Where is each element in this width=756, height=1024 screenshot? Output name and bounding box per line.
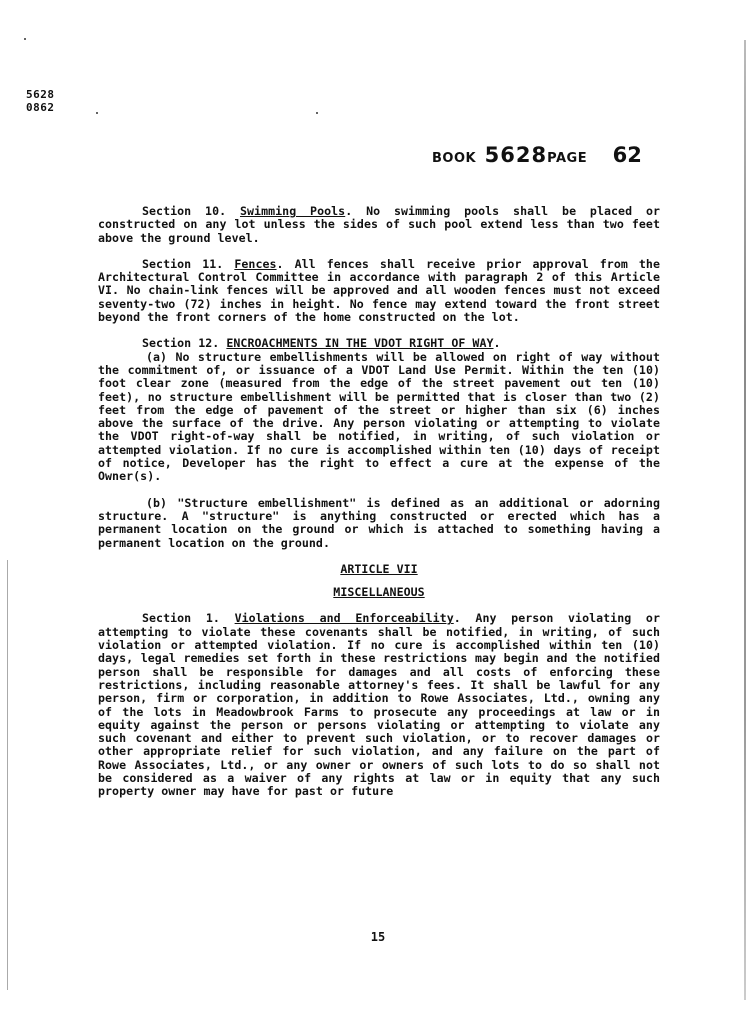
section-title: ENCROACHMENTS IN THE VDOT RIGHT OF WAY xyxy=(226,336,494,351)
section-text-b: (b) "Structure embellishment" is defined as an additional or adorning structure. A "structure" is anything constructed or erected which has a permanent location on the ground or which is attached to something having a permanent location on the ground. xyxy=(98,495,660,550)
page-number: 15 xyxy=(370,930,386,944)
stamp-page-number: 62 xyxy=(612,143,642,167)
page-label: PAGE xyxy=(547,151,588,166)
scan-speck xyxy=(24,38,26,40)
section-heading: Section 1. xyxy=(142,611,220,626)
section-11: Section 11. Fences. All fences shall receive prior approval from the Architectural Control Committee in accordance with paragraph 2 of this Article VI. No chain-link fences will be approved and all wooden fences must not exceed seventy-two (72) inches in height. No fence may extend toward the front street beyond the front corners of the home constructed on the lot. xyxy=(98,256,660,325)
scan-speck xyxy=(316,112,318,114)
scan-speck xyxy=(96,112,98,114)
article-title: ARTICLE VII xyxy=(340,561,418,576)
book-page-stamp xyxy=(432,143,642,167)
scan-edge-right xyxy=(744,40,746,1000)
section-text: Any person violating or attempting to violate these covenants shall be notified, in writing, of such violation or attempted violation. If no cure is accomplished within ten (10) days, legal remedies set forth in these restrictions may begin and the notified person shall be responsible for damages and all costs of enforcing these restrictions, including reasonable attorney's fees. It shall be lawful for any person, firm or corporation, in addition to Rowe Associates, Ltd., owning any of the lots in Meadowbrook Farms to prosecute any proceedings at law or in equity against the person or persons violating or attempting to violate any such covenant and either to prevent such violation, or to recover damages or other appropriate relief for such violation, and any failure on the part of Rowe Associates, Ltd., or any owner or owners of such lots to do so shall not be considered as a waiver of any rights at law or in equity that any such property owner may have for past or future xyxy=(98,611,660,799)
book-number: 5628 xyxy=(484,143,548,167)
article-subtitle: MISCELLANEOUS xyxy=(333,585,425,600)
section-heading: Section 12. xyxy=(142,336,220,351)
section-text: No swimming pools shall be placed or constructed on any lot unless the sides of such pool extend less than two feet above the ground level. xyxy=(98,204,661,245)
section-title: Swimming Pools xyxy=(239,204,346,218)
section-heading: Section 10. xyxy=(142,204,227,218)
section-text-a: (a) No structure embellishments will be allowed on right of way without the commitment of, or issuance of a VDOT Land Use Permit. Within the ten (10) foot clear zone (measured from the edge of the street pavement out ten (10) feet), no structure embellishment will be permitted that is closer than two (2) feet from the edge of pavement of the street or higher than six (6) inches above the surface of the drive. Any person violating or attempting to violate the VDOT right-of-way shall be notified, in writing, of such violation or attempted violation. If no cure is accomplished within ten (10) days of receipt of notice, Developer has the right to effect a cure at the expense of the Owner(s). xyxy=(98,349,660,484)
section-12: Section 12. ENCROACHMENTS IN THE VDOT RIGHT OF WAY. (a) No structure embellishments will be allowed on right of way without the commitment of, or issuance of a VDOT Land Use Permit. Within the ten (10) foot clear zone (measured from the edge of the street pavement out ten (10) feet), no structure embellishment will be permitted that is closer than two (2) feet from the edge of pavement of the street or higher than six (6) inches above the surface of the drive. Any person violating or attempting to violate the VDOT right-of-way shall be notified, in writing, of such violation or attempted violation. If no cure is accomplished within ten (10) days of receipt of notice, Developer has the right to effect a cure at the expense of the Owner(s). xyxy=(98,336,660,484)
document-body xyxy=(98,205,660,812)
article-section-1: Section 1. Violations and Enforceability. Any person violating or attempting to violate these covenants shall be notified, in writing, of such violation or attempted violation. If no cure is accomplished within ten (10) days, legal remedies set forth in these restrictions may begin and the notified person shall be responsible for damages and all costs of enforcing these restrictions, including reasonable attorney's fees. It shall be lawful for any person, firm or corporation, in addition to Rowe Associates, Ltd., owning any of the lots in Meadowbrook Farms to prosecute any proceedings at law or in equity against the person or persons violating or attempting to violate any such covenant and either to prevent such violation, or to recover damages or other appropriate relief for such violation, and any failure on the part of Rowe Associates, Ltd., or any owner or owners of such lots to do so shall not be considered as a waiver of any rights at law or in equity that any such property owner may have for past or future xyxy=(98,611,660,799)
scan-edge-left xyxy=(7,560,8,990)
section-text: All fences shall receive prior approval from the Architectural Control Committee in accordance with paragraph 2 of this Article VI. No chain-link fences will be approved and all wooden fences must not exceed seventy-two (72) inches in height. No fence may extend toward the front street beyond the front corners of the home constructed on the lot. xyxy=(98,256,660,325)
section-title: Violations and Enforceability xyxy=(234,611,454,626)
section-heading: Section 11. xyxy=(142,256,224,271)
section-title: Fences xyxy=(234,256,277,271)
margin-reference-number: 5628 0862 xyxy=(26,88,55,114)
book-label: BOOK xyxy=(432,151,477,166)
section-10: Section 10. Swimming Pools. No swimming pools shall be placed or constructed on any lot unless the sides of such pool extend less than two feet above the ground level. xyxy=(98,204,661,245)
